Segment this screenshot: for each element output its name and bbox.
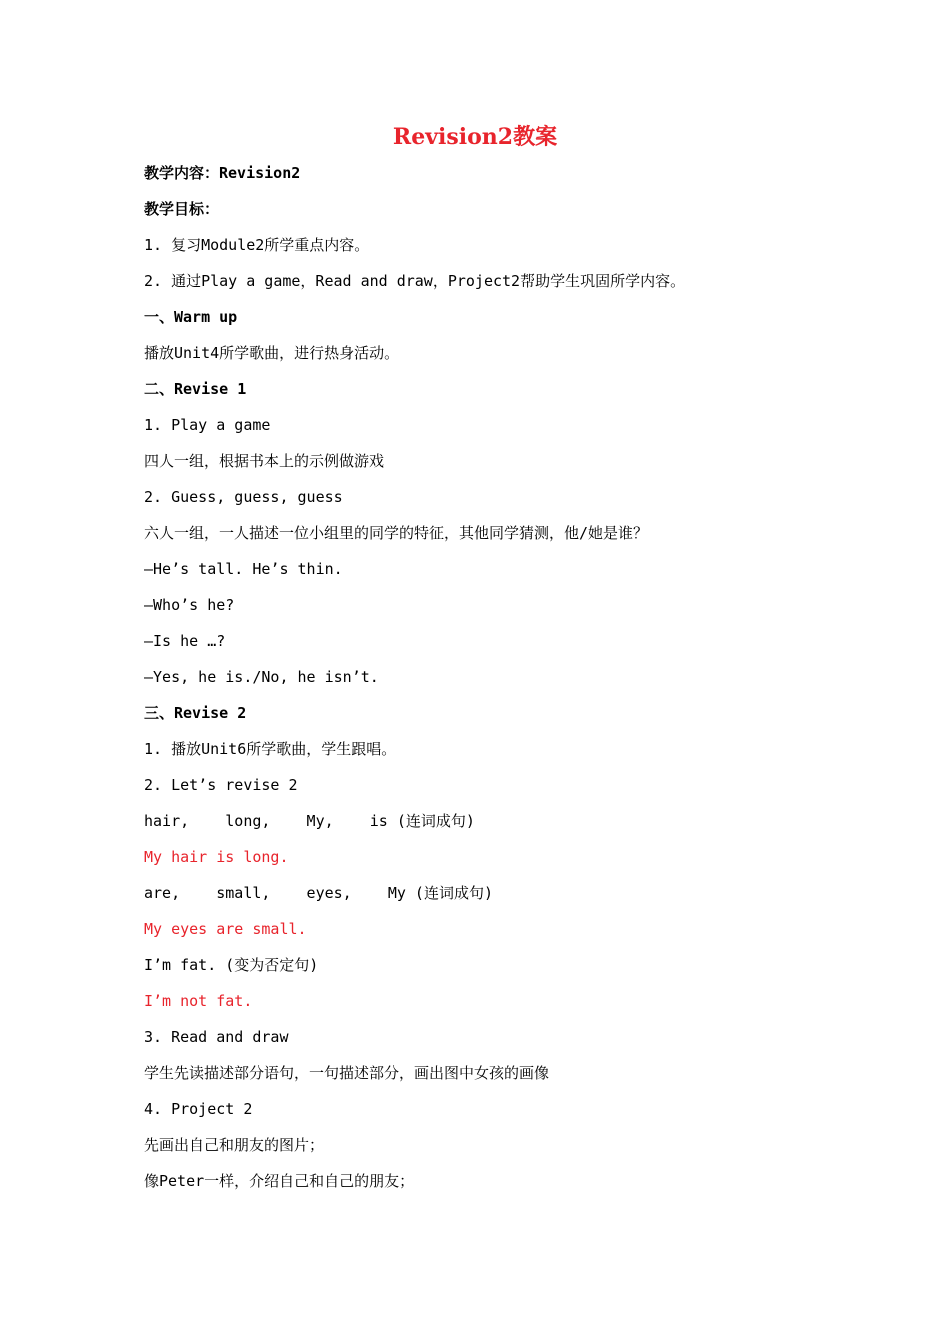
dialogue-line: —Who’s he?	[144, 596, 235, 614]
text-line: 1. 复习Module2所学重点内容。	[144, 236, 370, 254]
text-line: 教学目标：	[144, 200, 220, 218]
text-line: 1. Play a game	[144, 416, 271, 434]
exercise-answer: My eyes are small.	[144, 920, 307, 938]
text-line: 像Peter一样，介绍自己和自己的朋友；	[144, 1172, 415, 1190]
text-line: 4. Project 2	[144, 1100, 253, 1118]
text-line: 学生先读描述部分语句，一句描述部分，画出图中女孩的画像	[144, 1064, 550, 1082]
text-line: 播放Unit4所学歌曲，进行热身活动。	[144, 344, 400, 362]
text-line: 3. Read and draw	[144, 1028, 289, 1046]
dialogue-line: —Yes, he is./No, he isn’t.	[144, 668, 379, 686]
text-line: 教学内容：Revision2	[144, 164, 301, 182]
text-line: 六人一组，一人描述一位小组里的同学的特征，其他同学猜测，他/她是谁？	[144, 524, 649, 542]
text-line: 2. 通过Play a game，Read and draw，Project2帮助学生巩固所学内容。	[144, 272, 686, 290]
section-heading: 一、Warm up	[144, 308, 238, 326]
exercise-answer: My hair is long.	[144, 848, 289, 866]
document-title: Revision2教案	[392, 124, 558, 150]
section-heading: 三、Revise 2	[144, 704, 247, 722]
exercise-answer: I’m not fat.	[144, 992, 253, 1010]
text-line: 四人一组，根据书本上的示例做游戏	[144, 452, 385, 470]
exercise-prompt: hair, long, My, is (连词成句)	[144, 812, 475, 830]
text-line: 先画出自己和朋友的图片；	[144, 1136, 325, 1154]
dialogue-line: —Is he …?	[144, 632, 226, 650]
dialogue-line: —He’s tall. He’s thin.	[144, 560, 343, 578]
document-body	[144, 160, 844, 1204]
section-heading: 二、Revise 1	[144, 380, 247, 398]
exercise-prompt: I’m fat. (变为否定句)	[144, 956, 319, 974]
text-line: 1. 播放Unit6所学歌曲，学生跟唱。	[144, 740, 397, 758]
exercise-prompt: are, small, eyes, My (连词成句)	[144, 884, 493, 902]
text-line: 2. Let’s revise 2	[144, 776, 298, 794]
text-line: 2. Guess, guess, guess	[144, 488, 343, 506]
